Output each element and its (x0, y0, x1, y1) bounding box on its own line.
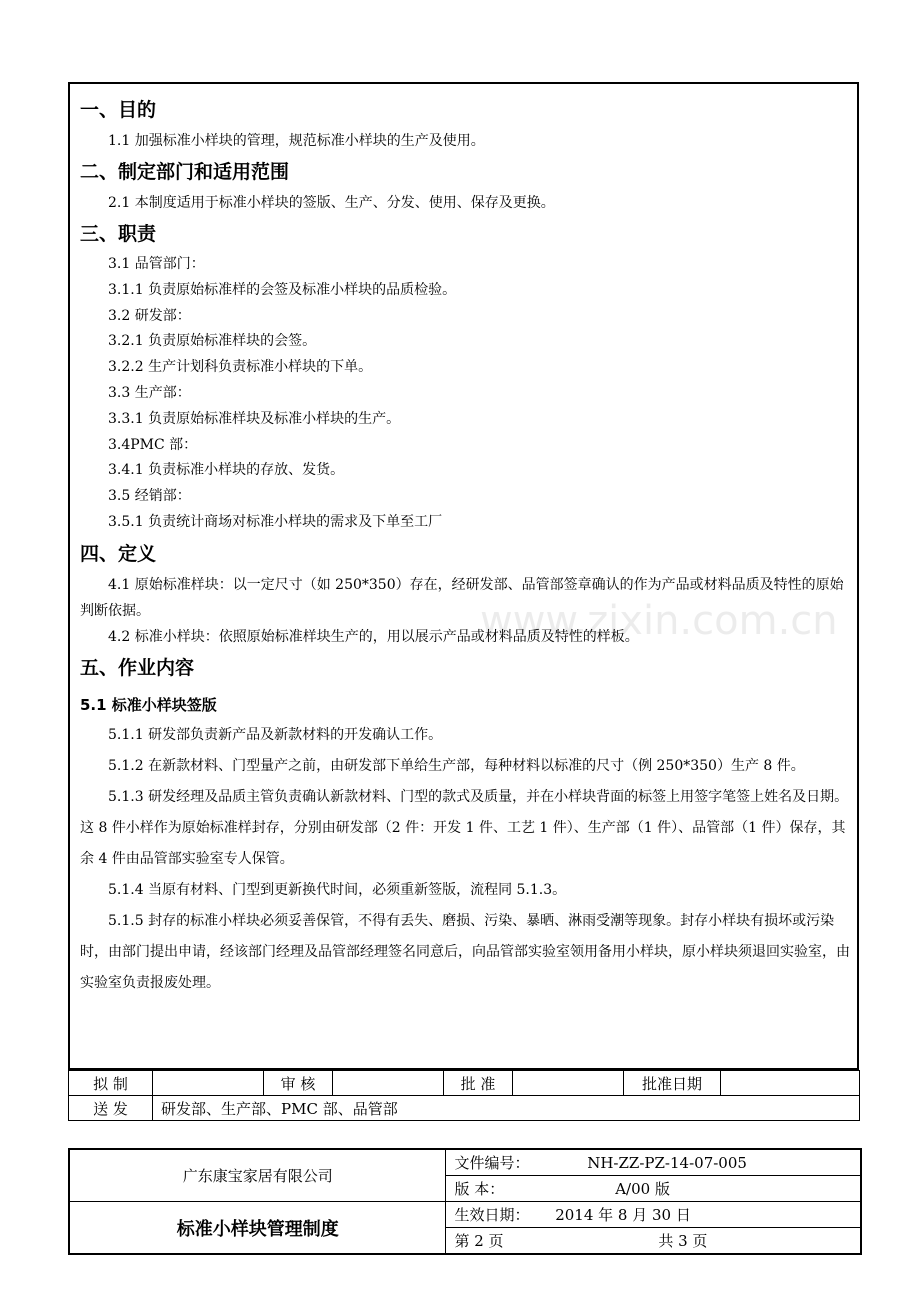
paragraph: 5.1.3 研发经理及品质主管负责确认新款材料、门型的款式及质量，并在小样块背面的标签上用签字笔签上姓名及日期。这 8 件小样作为原始标准样封存，分别由研发部（2 件：开发 1 件、工艺 1 件）、生产部（1 件）、品管部（1 件）保存，其余 4 件由品管部实验室专人保管。 (80, 788, 849, 867)
section-heading-purpose: 一、目的 (80, 99, 157, 121)
effective-date-label: 生效日期： (454, 1205, 530, 1224)
paragraph: 5.1.4 当原有材料、门型到更新换代时间，必须重新签版，流程同 5.1.3。 (108, 881, 567, 898)
send-to-value: 研发部、生产部、PMC 部、品管部 (153, 1096, 860, 1121)
list-item: 3.2 研发部： (108, 307, 191, 324)
list-item: 3.2.1 负责原始标准样块的会签。 (108, 333, 317, 350)
effective-date-cell (446, 1202, 861, 1228)
approve-date-cell (721, 1071, 860, 1096)
paragraph: 1.1 加强标准小样块的管理，规范标准小样块的生产及使用。 (108, 133, 485, 149)
section-heading-duties: 三、职责 (80, 223, 157, 245)
page-current: 第 2 页 (454, 1231, 504, 1250)
subsection-heading: 5.1 标准小样块签版 (80, 695, 217, 714)
paragraph: 2.1 本制度适用于标准小样块的签版、生产、分发、使用、保存及更换。 (108, 195, 555, 211)
table-row (69, 1149, 861, 1176)
list-item: 3.1 品管部门： (108, 256, 205, 272)
list-item: 3.3 生产部： (108, 384, 191, 401)
document-body (80, 92, 851, 999)
table-row (69, 1096, 860, 1121)
document-footer (68, 1148, 862, 1255)
list-item: 3.4PMC 部： (108, 436, 198, 453)
version-value: A/00 版 (615, 1180, 670, 1198)
doc-number-cell (446, 1149, 861, 1176)
draft-label: 拟 制 (69, 1071, 153, 1096)
list-item: 3.5 经销部： (108, 488, 191, 505)
list-item: 3.5.1 负责统计商场对标准小样块的需求及下单至工厂 (108, 513, 443, 530)
page-total: 共 3 页 (658, 1231, 708, 1250)
approve-label: 批 准 (444, 1071, 513, 1096)
table-row (69, 1202, 861, 1228)
page-number-cell (446, 1227, 861, 1254)
effective-date-value: 2014 年 8 月 30 日 (555, 1205, 691, 1224)
section-heading-definitions: 四、定义 (80, 542, 157, 565)
draft-cell (153, 1071, 264, 1096)
document-title: 标准小样块管理制度 (69, 1202, 446, 1255)
paragraph: 4.1 原始标准样块：以一定尺寸（如 250*350）存在，经研发部、品管部签章确认的作为产品或材料品质及特性的原始判断依据。 (80, 576, 844, 619)
paragraph: 4.2 标准小样块：依照原始标准样块生产的，用以展示产品或材料品质及特性的样板。 (108, 628, 639, 645)
send-label: 送 发 (69, 1096, 153, 1121)
section-heading-operations: 五、作业内容 (80, 656, 195, 679)
watermark: www.zixin.com.cn (480, 598, 838, 644)
content-frame (68, 82, 859, 1070)
version-label: 版 本： (454, 1180, 505, 1198)
list-item: 3.2.2 生产计划科负责标准小样块的下单。 (108, 359, 373, 376)
review-cell (333, 1071, 444, 1096)
doc-number-label: 文件编号： (454, 1154, 530, 1172)
duties-list (80, 252, 851, 536)
signature-table (68, 1070, 860, 1121)
paragraph: 5.1.5 封存的标准小样块必须妥善保管，不得有丢失、磨损、污染、暴晒、淋雨受潮等现象。封存小样块有损坏或污染时，由部门提出申请，经该部门经理及品管部经理签名同意后，向品管部实验室领用备用小样块，原小样块须退回实验室，由实验室负责报废处理。 (80, 912, 850, 991)
version-cell (446, 1176, 861, 1202)
paragraph: 5.1.2 在新款材料、门型量产之前，由研发部下单给生产部，每种材料以标准的尺寸（例 250*350）生产 8 件。 (108, 757, 805, 774)
paragraph: 5.1.1 研发部负责新产品及新款材料的开发确认工作。 (108, 726, 443, 743)
review-label: 审 核 (264, 1071, 333, 1096)
company-name: 广东康宝家居有限公司 (69, 1149, 446, 1202)
list-item: 3.3.1 负责原始标准样块及标准小样块的生产。 (108, 410, 401, 427)
table-row (69, 1071, 860, 1096)
list-item: 3.1.1 负责原始标准样的会签及标准小样块的品质检验。 (108, 281, 457, 298)
doc-number-value: NH-ZZ-PZ-14-07-005 (587, 1154, 747, 1172)
section-heading-scope: 二、制定部门和适用范围 (80, 161, 290, 183)
approve-cell (513, 1071, 624, 1096)
list-item: 3.4.1 负责标准小样块的存放、发货。 (108, 462, 345, 479)
approve-date-label: 批准日期 (624, 1071, 721, 1096)
